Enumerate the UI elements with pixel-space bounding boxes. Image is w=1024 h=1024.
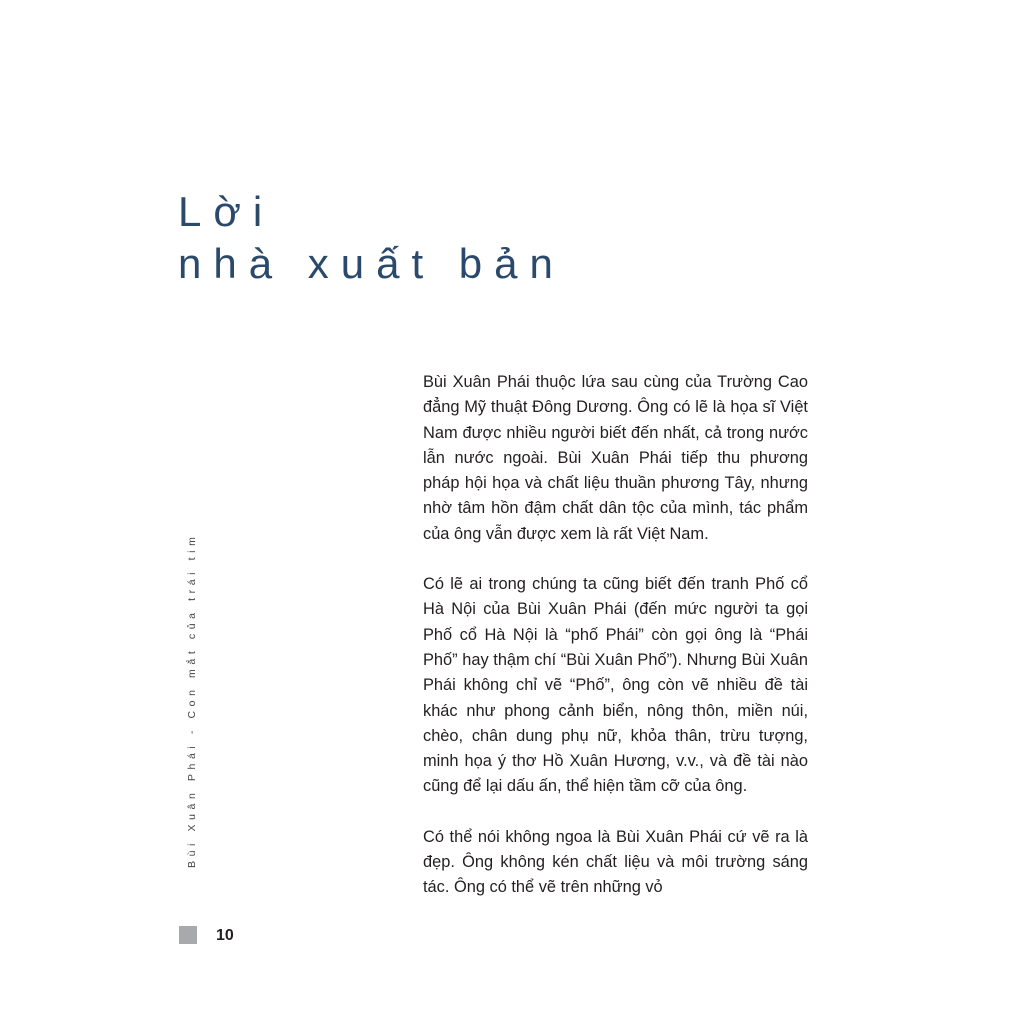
page-number: 10 — [216, 927, 234, 944]
paragraph-1: Bùi Xuân Phái thuộc lứa sau cùng của Trường Cao đẳng Mỹ thuật Đông Dương. Ông có lẽ là họa sĩ Việt Nam được nhiều người biết đến nhất, cả trong nước lẫn nước ngoài. Bùi Xuân Phái tiếp thu phương pháp hội họa và chất liệu thuần phương Tây, nhưng nhờ tâm hồn đậm chất dân tộc của mình, tác phẩm của ông vẫn được xem là rất Việt Nam. — [423, 373, 808, 543]
running-head: Bùi Xuân Phái - Con mắt của trái tim — [186, 532, 198, 868]
body-text — [423, 370, 808, 926]
paragraph-2: Có lẽ ai trong chúng ta cũng biết đến tranh Phố cổ Hà Nội của Bùi Xuân Phái (đến mức người ta gọi Phố cổ Hà Nội là “phố Phái” còn gọi ông là “Phái Phố” hay thậm chí “Bùi Xuân Phố”). Nhưng Bùi Xuân Phái không chỉ vẽ “Phố”, ông còn vẽ nhiều đề tài khác như phong cảnh biển, nông thôn, miền núi, chèo, chân dung phụ nữ, khỏa thân, trừu tượng, minh họa ý thơ Hồ Xuân Hương, v.v., và đề tài nào cũng để lại dấu ấn, thể hiện tầm cỡ của ông. — [423, 575, 808, 796]
title-line-2: nhà xuất bản — [178, 240, 565, 287]
page-title — [178, 186, 565, 290]
title-line-1: Lời — [178, 188, 275, 235]
paragraph-3: Có thể nói không ngoa là Bùi Xuân Phái cứ vẽ ra là đẹp. Ông không kén chất liệu và môi trường sáng tác. Ông có thể vẽ trên những vỏ — [423, 827, 808, 897]
page-number-marker — [179, 926, 197, 944]
